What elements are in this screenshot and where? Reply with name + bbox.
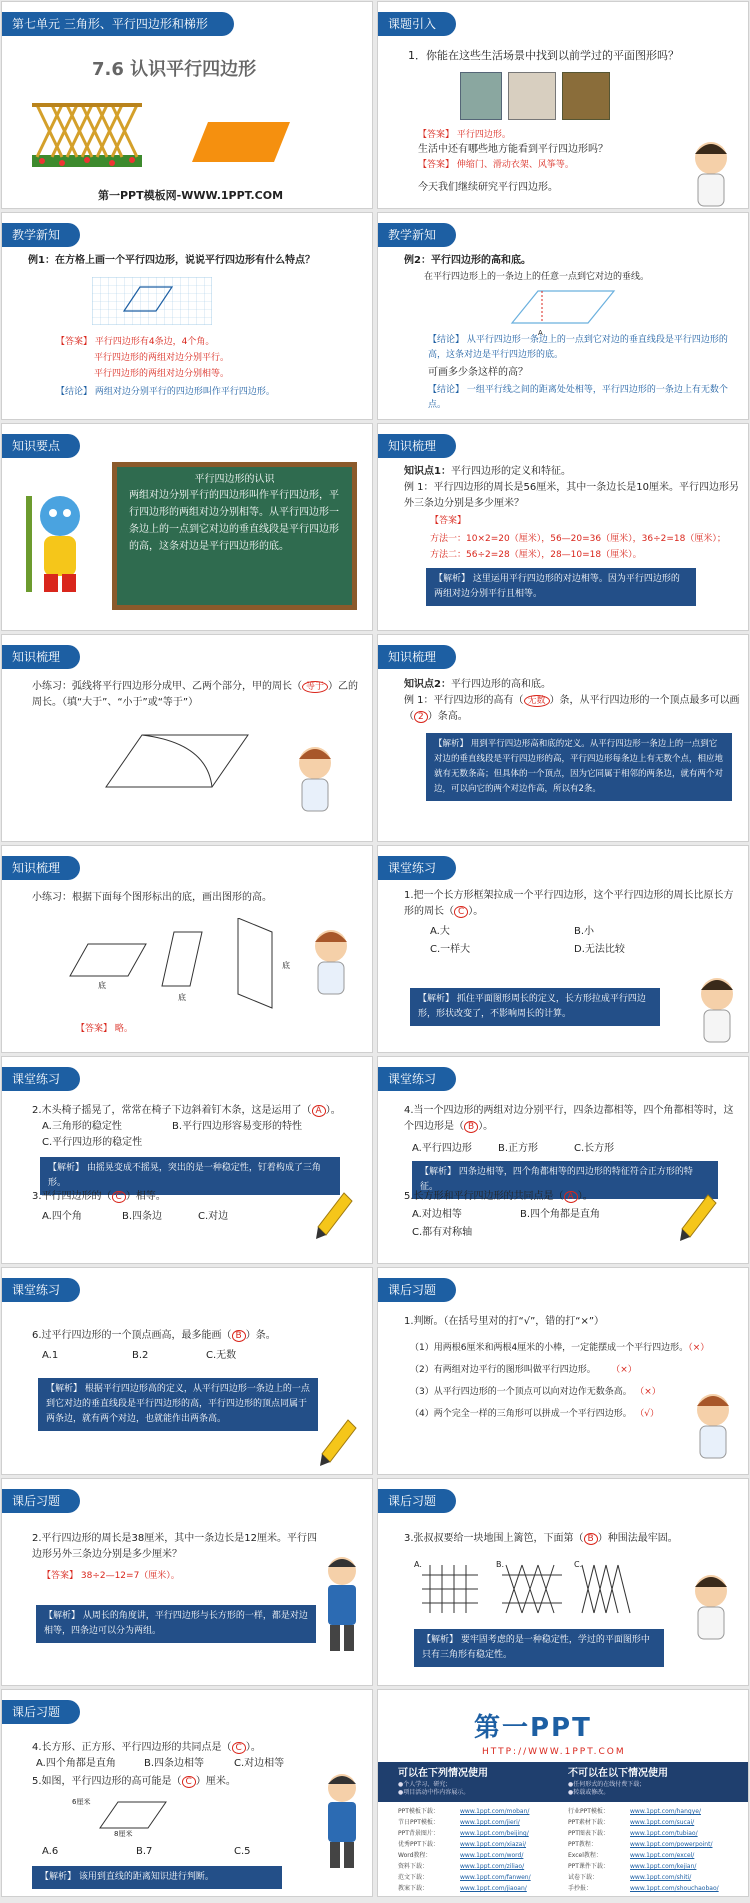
slide-homework-2 [1,1478,373,1686]
child-icon [694,974,740,1046]
point-label: A [538,329,543,337]
link-label: Word教程： [398,1852,432,1859]
base-label-3: 底 [282,961,290,970]
child-icon [308,926,354,998]
definition-line: 在平行四边形上的一条边上的任意一点到它对边的垂线。 [424,272,650,282]
method-1: 方法一：10×2=20（厘米），56—20=36（厘米），36÷2=18（厘米）； [430,534,726,544]
teacher-icon [318,1770,366,1870]
link-label: PPT素材下载： [568,1819,609,1826]
answer-line-3: 平行四边形的两组对边分别相等。 [94,369,230,379]
link-url[interactable]: www.1ppt.com/fanwen/ [460,1874,531,1881]
slide-header: 教学新知 [2,223,80,247]
lesson-title: 7.6 认识平行四边形 [92,59,257,80]
method-2: 方法二：56÷2=28（厘米），28—10=18（厘米）。 [430,550,642,560]
answer: 【答案】 38÷2—12=7（厘米）。 [42,1571,180,1581]
link-row [398,1872,558,1883]
option-a: A.1 [42,1350,59,1361]
option-a: A.大 [430,926,450,937]
example-text: 例1：在方格上画一个平行四边形，说说平行四边形有什么特点？ [28,255,315,266]
option-a: A.四个角都是直角 [36,1758,116,1769]
answer-line-2: 平行四边形的两组对边分别平行。 [94,353,230,363]
stairs-photo [508,72,556,120]
cartoon-cat-icon [22,486,92,596]
option-c: C.长方形 [574,1143,615,1154]
item-4: （4）两个完全一样的三角形可以拼成一个平行四边形。 （√） [410,1409,659,1419]
slide-header: 知识梳理 [2,645,80,669]
link-row [568,1872,738,1883]
link-row [568,1883,738,1894]
link-url[interactable]: www.1ppt.com/powerpoint/ [630,1841,713,1848]
site-caption: 第一PPT模板网-WWW.1PPT.COM [98,189,284,202]
slide-title [1,1,373,209]
question-6: 6.过平行四边形的一个顶点画高，最多能画（ B ）条。 [32,1330,276,1341]
option-b: B.2 [132,1350,149,1361]
question-5: 5.长方形和平行四边形的共同点是（ A ）。 [404,1191,593,1202]
fence-label-a: A. [414,1560,422,1569]
side-label-8: 8厘米 [114,1830,133,1838]
slide-exercise-2 [1,1056,373,1264]
slide-header: 知识梳理 [378,645,456,669]
question-1: 1.把一个长方形框架拉成一个平行四边形，这个平行四边形的周长比原长方形的周长（ C ）。 [404,890,734,917]
arc-parallelogram [102,731,252,791]
practice-question: 小练习：根据下面每个图形标出的底，画出图形的高。 [32,892,272,903]
link-label: PPT课件下载： [568,1863,609,1870]
question-4: 4.长方形、正方形、平行四边形的共同点是（ C ）。 [32,1742,261,1753]
link-label: 优秀PPT下载： [398,1841,439,1848]
link-row [568,1817,738,1828]
answer-1: 【答案】 平行四边形。 [418,130,511,140]
question-2: 生活中还有哪些地方能看到平行四边形吗？ [418,144,608,155]
item-3: （3）从平行四边形的一个顶点可以向对边作无数条高。 （×） [410,1387,661,1397]
link-url[interactable]: www.1ppt.com/kejian/ [630,1863,697,1870]
allowed-2: ●项目活动中作内容展示。 [398,1789,470,1796]
knowledge-point: 知识点1：平行四边形的定义和特征。 [404,466,571,477]
option-b: B.平行四边形容易变形的特性 [172,1121,303,1132]
slide-example-1 [1,212,373,420]
teacher-icon [318,1553,366,1653]
question: 1．你能在这些生活场景中找到以前学过的平面图形吗？ [408,49,679,62]
option-c3: C.对边 [198,1211,229,1222]
link-label: 行业PPT模板： [568,1808,609,1815]
follow-question: 可画多少条这样的高？ [428,367,528,378]
item-2: （2）有两组对边平行的图形叫做平行四边形。 （×） [410,1365,637,1375]
analysis-box: 【解析】 从周长的角度讲，平行四边形与长方形的一样，都是对边相等，四条边可以分为两组。 [36,1605,316,1643]
gate-photo [460,72,502,120]
height-diagram [508,287,618,331]
slide-header: 课后习题 [2,1700,80,1724]
chalkboard [112,462,357,610]
closing-line: 今天我们继续研究平行四边形。 [418,182,558,193]
option-a3: A.四个角 [42,1211,82,1222]
slide-homework-1 [377,1267,749,1475]
link-url[interactable]: www.1ppt.com/tubiao/ [630,1830,698,1837]
example-text: 例 1：平行四边形的周长是56厘米，其中一条边长是10厘米。平行四边形另外三条边分别是多少厘米？ [404,482,739,509]
slide-summary-2 [377,634,749,842]
option-c: C.平行四边形的稳定性 [42,1137,143,1148]
slide-header: 课堂练习 [378,856,456,880]
question-4: 4.当一个四边形的两组对边分别平行，四条边都相等，四个角都相等时，这个四边形是（ B ）。 [404,1105,734,1132]
fence-label-c: C. [574,1560,583,1569]
link-label: 教案下载： [398,1885,429,1892]
allowed-1: ●个人学习、研究； [398,1781,452,1788]
answer-tag: 【答案】 [430,516,467,526]
link-label: 试卷下载： [568,1874,599,1881]
brand-logo: 第一PPT [474,1713,592,1743]
slide-intro [377,1,749,209]
question-2: 2.平行四边形的周长是38厘米，其中一条边长是12厘米。平行四边形另外三条边分别是多少厘米？ [32,1533,317,1560]
option-a: A.平行四边形 [412,1143,472,1154]
slide-header: 知识梳理 [378,434,456,458]
slide-header: 课后习题 [378,1489,456,1513]
parallelogram-diagram [98,1798,168,1832]
credits-panel [378,1762,749,1897]
unit-header: 第七单元 三角形、平行四边形和梯形 [2,12,234,36]
question-2: 2.木头椅子摇晃了，常常在椅子下边斜着钉木条，这是运用了（ A ）。 [32,1105,341,1116]
option-c5: C.都有对称轴 [412,1227,473,1238]
pencil-icon [318,1418,358,1468]
option-c5: C.5 [234,1846,251,1857]
slide-example-2 [377,212,749,420]
link-row [568,1806,738,1817]
link-row [398,1883,558,1894]
option-c: C.对边相等 [234,1758,285,1769]
answer: 【答案】 略。 [76,1024,133,1034]
example-text: 例 1：平行四边形的高有（ 无数 ）条，从平行四边形的一个顶点最多可以画（ 2 ）条高。 [404,695,740,722]
link-url[interactable]: www.1ppt.com/jieri/ [460,1819,520,1826]
conclusion: 【结论】 两组对边分别平行的四边形叫作平行四边形。 [56,387,275,397]
slide-header: 课后习题 [2,1489,80,1513]
board-title: 平行四边形的认识 [194,474,275,485]
link-url[interactable]: www.1ppt.com/jiaoan/ [460,1885,527,1892]
analysis-box: 【解析】 四条边相等，四个角都相等的四边形的特征符合正方形的特征。 [412,1161,718,1199]
grid-figure [92,277,212,325]
option-b5: B.四个角都是直角 [520,1209,601,1220]
slide-homework-3 [377,1478,749,1686]
option-c: C.无数 [206,1350,237,1361]
slide-credits [377,1689,749,1897]
slide-header: 课堂练习 [378,1067,456,1091]
question-3: 3.张叔叔要给一块地围上篱笆，下面第（ B ）种围法最牢固。 [404,1533,678,1544]
option-b3: B.四条边 [122,1211,163,1222]
link-label: PPT背景图片： [398,1830,439,1837]
usage-forbidden-title: 不可以在以下情况使用 [568,1768,668,1779]
link-url[interactable]: www.1ppt.com/hangye/ [630,1808,701,1815]
analysis-box: 【解析】 要牢固考虑的是一种稳定性，学过的平面图形中只有三角形有稳定性。 [414,1629,664,1667]
practice-question: 小练习：弧线将平行四边形分成甲、乙两个部分，甲的周长（ 等于 ）乙的周长。（填“大于”、“小于”或“等于”） [32,681,359,708]
child-icon [688,1571,734,1643]
slide-practice-heights [1,845,373,1053]
fence-label-b: B. [496,1560,505,1569]
side-label-6: 6厘米 [72,1798,91,1806]
answer-2: 【答案】 伸缩门、滑动衣架、风筝等。 [418,160,574,170]
link-url[interactable]: www.1ppt.com/shiti/ [630,1874,692,1881]
link-url[interactable]: www.1ppt.com/moban/ [460,1808,530,1815]
option-c: C.一样大 [430,944,471,955]
answer-line-1: 【答案】 平行四边形有4条边，4个角。 [56,337,215,347]
option-a: A.三角形的稳定性 [42,1121,122,1132]
link-row [398,1806,558,1817]
link-row [568,1850,738,1861]
analysis-box: 【解析】 用到平行四边形高和底的定义。从平行四边形一条边上的一点到它对边的垂直线段是平行四边形的高，平行四边形每条边上有无数个点，相应地就有无数条高；但具体的一个顶点，因为它同属于相邻的两条边，就有两个对边，可以向它的两个对边作高，所以有2条。 [426,733,732,801]
slide-header: 课后习题 [378,1278,456,1302]
item-1: （1）用两根6厘米和两根4厘米的小棒，一定能摆成一个平行四边形。（×） [410,1343,710,1353]
board-text: 两组对边分别平行的四边形叫作平行四边形，平行四边形的两组对边分别相等。从平行四边形一条边上的一点到它对边的垂直线段是平行四边形的高，这条对边是平行四边形的底。 [129,490,339,552]
question-5: 5.如图，平行四边形的高可能是（ C ）厘米。 [32,1776,236,1787]
slide-header: 课堂练习 [2,1278,80,1302]
link-label: PPT图表下载： [568,1830,609,1837]
option-b5: B.7 [136,1846,153,1857]
analysis-box: 【解析】 根据平行四边形高的定义，从平行四边形一条边上的一点到它对边的垂直线段是平行四边形的高，平行四边形的顶点同属于两条边，就有两个对边，也就能作出两条高。 [38,1378,318,1431]
lattice-photo [562,72,610,120]
link-row [398,1817,558,1828]
link-label: 资料下载： [398,1863,429,1870]
child-icon [688,138,734,209]
link-row [398,1828,558,1839]
fence-image [32,97,142,167]
forbidden-1: ●任何形式的在线付费下载； [568,1781,646,1788]
judgement-question: 1.判断。（在括号里对的打“√”，错的打“×”） [404,1316,605,1327]
slide-header: 知识梳理 [2,856,80,880]
brand-url: HTTP://WWW.1PPT.COM [482,1747,626,1757]
link-url[interactable]: www.1ppt.com/beijing/ [460,1830,529,1837]
link-row [568,1828,738,1839]
link-url[interactable]: www.1ppt.com/sucai/ [630,1819,695,1826]
analysis-box: 【解析】 由摇晃变成不摇晃，突出的是一种稳定性，钉着构成了三角形。 [40,1157,340,1195]
link-row [398,1861,558,1872]
slide-exercise-3 [377,1056,749,1264]
link-row [398,1839,558,1850]
slide-homework-4 [1,1689,373,1897]
option-a5: A.6 [42,1846,59,1857]
link-label: 手抄报： [568,1885,593,1892]
slide-summary-1 [377,423,749,631]
option-a5: A.对边相等 [412,1209,462,1220]
option-b: B.小 [574,926,595,937]
link-label: PPT模板下载： [398,1808,439,1815]
slide-practice-arc [1,634,373,842]
fence-options [422,1561,672,1621]
pencil-icon [314,1191,354,1241]
analysis-box: 【解析】 抓住平面图形周长的定义，长方形拉成平行四边形，形状改变了，不影响周长的计算。 [410,988,660,1026]
slide-header: 课题引入 [378,12,456,36]
base-label-2: 底 [178,993,186,1002]
link-label: 范文下载： [398,1874,429,1881]
question-3: 3.平行四边形的（ C ）相等。 [32,1191,166,1202]
link-url[interactable]: www.1ppt.com/excel/ [630,1852,695,1859]
analysis-box: 【解析】 该用到直线的距离知识进行判断。 [32,1866,282,1889]
knowledge-point: 知识点2：平行四边形的高和底。 [404,679,551,690]
link-label: Excel教程： [568,1852,602,1859]
link-url[interactable]: www.1ppt.com/word/ [460,1852,524,1859]
pencil-icon [678,1193,718,1243]
base-label-1: 底 [98,981,106,990]
link-row [568,1839,738,1850]
link-url[interactable]: www.1ppt.com/ziliao/ [460,1863,525,1870]
link-label: PPT教程： [568,1841,597,1848]
slide-header: 教学新知 [378,223,456,247]
slide-header: 知识要点 [2,434,80,458]
link-row [568,1861,738,1872]
conclusion-1: 【结论】 从平行四边形一条边上的一点到它对边的垂直线段是平行四边形的高，这条对边是平行四边形的底。 [428,335,728,360]
links-area [378,1802,749,1897]
child-icon [690,1390,736,1462]
option-b: B.四条边相等 [144,1758,205,1769]
child-icon [292,743,338,815]
slide-exercise-4 [1,1267,373,1475]
analysis-box: 【解析】 这里运用平行四边形的对边相等。因为平行四边形的两组对边分别平行且相等。 [426,568,696,606]
slide-header: 课堂练习 [2,1067,80,1091]
slide-key-points [1,423,373,631]
option-b: B.正方形 [498,1143,539,1154]
link-label: 节日PPT模板： [398,1819,439,1826]
link-url[interactable]: www.1ppt.com/shouchaobao/ [630,1885,719,1892]
slide-exercise-1 [377,845,749,1053]
option-d: D.无法比较 [574,944,625,955]
example-text: 例2：平行四边形的高和底。 [404,255,531,266]
link-row [398,1850,558,1861]
forbidden-2: ●转载或修改。 [568,1789,610,1796]
usage-allowed-title: 可以在下列情况使用 [398,1768,488,1779]
link-url[interactable]: www.1ppt.com/xiazai/ [460,1841,527,1848]
parallelogram-shape [192,120,292,165]
conclusion-2: 【结论】 一组平行线之间的距离处处相等，平行四边形的一条边上有无数个点。 [428,385,728,410]
